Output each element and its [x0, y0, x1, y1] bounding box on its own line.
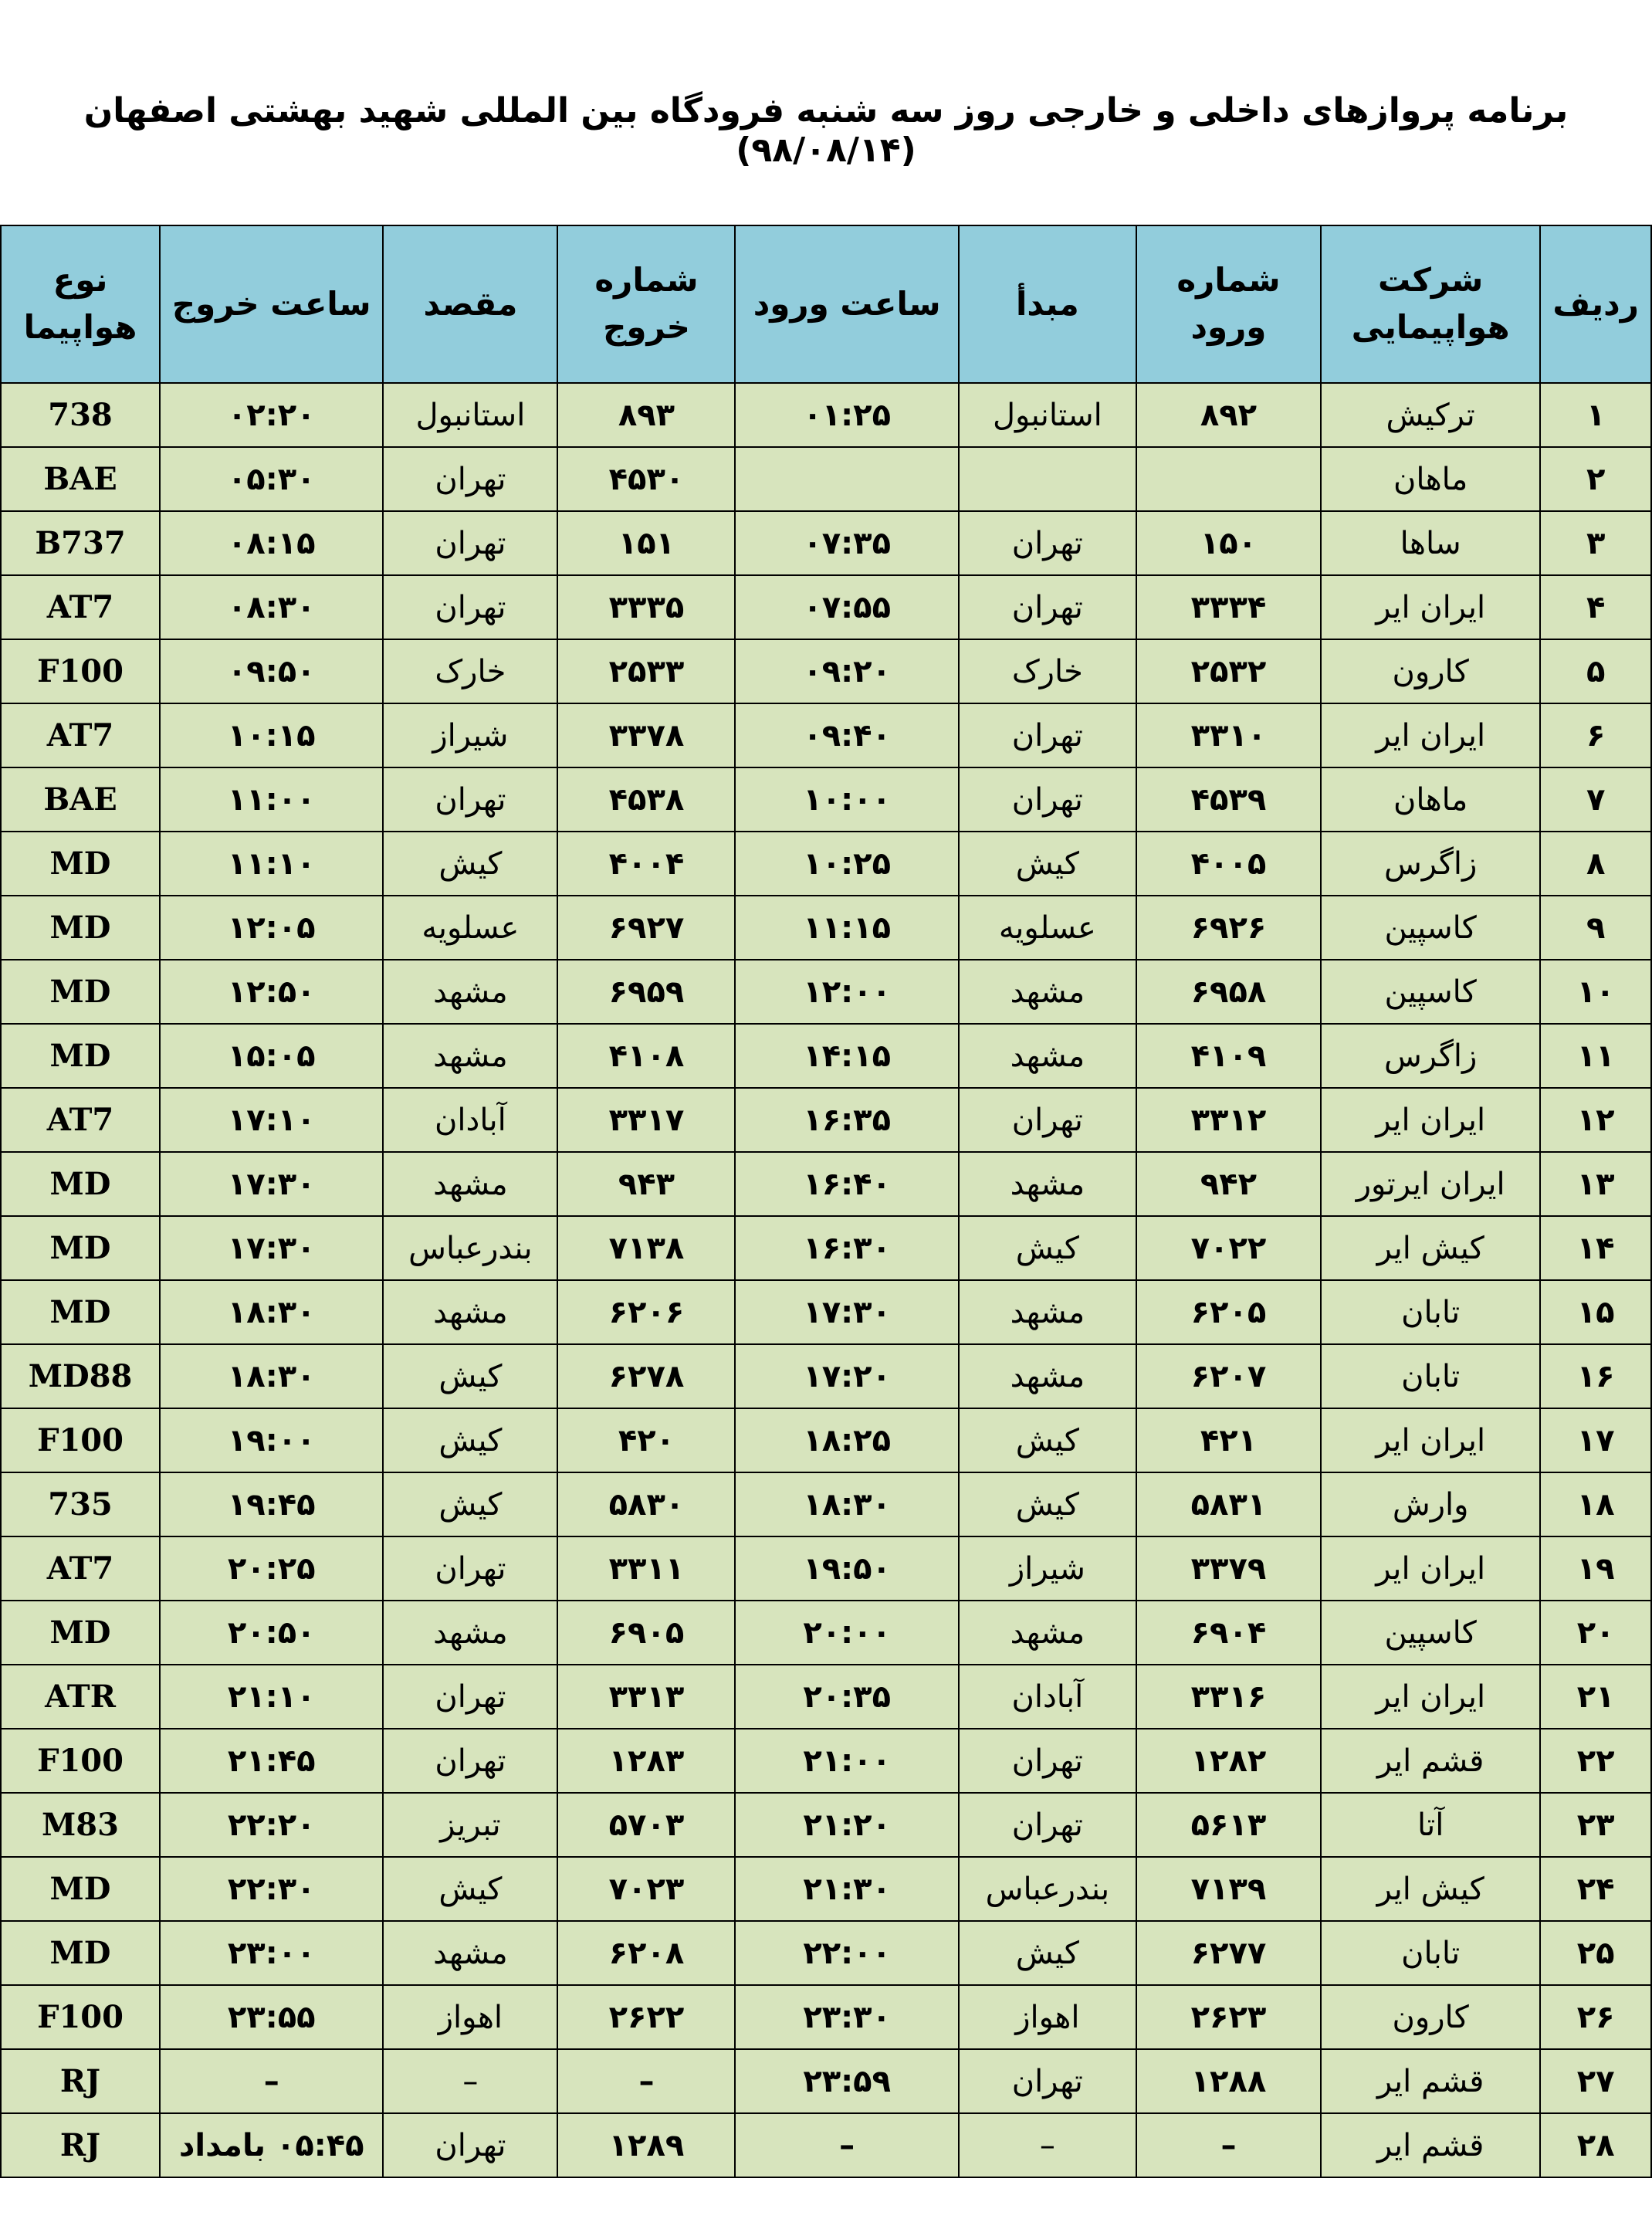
table-row [1, 1921, 1651, 1985]
cell-destination: مشهد [383, 1921, 557, 1985]
cell-arrival-flight-number: ۴۱۰۹ [1136, 1024, 1321, 1088]
cell-arrival-flight-number: ۴۲۱ [1136, 1408, 1321, 1472]
cell-origin: کیش [959, 1921, 1136, 1985]
cell-airline: زاگرس [1321, 832, 1540, 896]
cell-arrival-time: ۱۶:۴۰ [735, 1152, 958, 1216]
cell-origin: شیراز [959, 1536, 1136, 1601]
cell-departure-flight-number: ۳۳۳۵ [557, 575, 735, 639]
cell-aircraft-type: 735 [1, 1472, 160, 1536]
table-row [1, 896, 1651, 960]
cell-airline: ماهان [1321, 767, 1540, 832]
cell-arrival-flight-number: ۳۳۱۰ [1136, 703, 1321, 767]
cell-aircraft-type: F100 [1, 1729, 160, 1793]
cell-row-number: ۲ [1540, 447, 1651, 511]
cell-departure-flight-number: ۶۲۷۸ [557, 1344, 735, 1408]
cell-departure-flight-number: ۴۵۳۸ [557, 767, 735, 832]
cell-origin: تهران [959, 575, 1136, 639]
cell-origin: بندرعباس [959, 1857, 1136, 1921]
cell-destination: تبریز [383, 1793, 557, 1857]
column-header-origin: مبدأ [959, 225, 1136, 383]
cell-airline: ماهان [1321, 447, 1540, 511]
cell-row-number: ۲۸ [1540, 2113, 1651, 2177]
cell-departure-flight-number: ۷۱۳۸ [557, 1216, 735, 1280]
cell-destination: عسلویه [383, 896, 557, 960]
table-row [1, 1408, 1651, 1472]
cell-arrival-flight-number: ۱۲۸۸ [1136, 2049, 1321, 2113]
cell-destination: مشهد [383, 960, 557, 1024]
table-row [1, 1472, 1651, 1536]
cell-airline: کیش ایر [1321, 1216, 1540, 1280]
cell-origin: مشهد [959, 1280, 1136, 1344]
column-header-row-number: ردیف [1540, 225, 1651, 383]
cell-aircraft-type: F100 [1, 639, 160, 703]
cell-origin: تهران [959, 1088, 1136, 1152]
cell-airline: ایران ایر [1321, 1408, 1540, 1472]
cell-arrival-flight-number: ۹۴۲ [1136, 1152, 1321, 1216]
cell-destination: تهران [383, 1729, 557, 1793]
cell-origin: خارک [959, 639, 1136, 703]
cell-aircraft-type: AT7 [1, 1536, 160, 1601]
cell-arrival-flight-number: ۷۰۲۲ [1136, 1216, 1321, 1280]
cell-departure-time: ۱۷:۳۰ [160, 1152, 383, 1216]
table-row [1, 1601, 1651, 1665]
cell-departure-time: ۱۷:۳۰ [160, 1216, 383, 1280]
cell-airline: ایران ایر [1321, 1088, 1540, 1152]
cell-aircraft-type: B737 [1, 511, 160, 575]
table-row [1, 1344, 1651, 1408]
cell-airline: کارون [1321, 1985, 1540, 2049]
cell-departure-flight-number: ۱۲۸۳ [557, 1729, 735, 1793]
cell-departure-time: ۱۸:۳۰ [160, 1280, 383, 1344]
cell-departure-flight-number: ۲۵۳۳ [557, 639, 735, 703]
cell-departure-flight-number: ۲۶۲۲ [557, 1985, 735, 2049]
table-row [1, 1985, 1651, 2049]
cell-aircraft-type: M83 [1, 1793, 160, 1857]
table-row [1, 1088, 1651, 1152]
cell-arrival-time: ۰۹:۲۰ [735, 639, 958, 703]
cell-origin: کیش [959, 1216, 1136, 1280]
cell-airline: قشم ایر [1321, 2049, 1540, 2113]
cell-origin: تهران [959, 703, 1136, 767]
cell-departure-flight-number: ۴۲۰ [557, 1408, 735, 1472]
cell-arrival-flight-number: ۴۵۳۹ [1136, 767, 1321, 832]
cell-aircraft-type: MD [1, 896, 160, 960]
cell-row-number: ۱۶ [1540, 1344, 1651, 1408]
cell-arrival-time: ۱۱:۱۵ [735, 896, 958, 960]
cell-arrival-flight-number: ۷۱۳۹ [1136, 1857, 1321, 1921]
column-header-departure-time: ساعت خروج [160, 225, 383, 383]
cell-departure-time: ۲۰:۲۵ [160, 1536, 383, 1601]
cell-departure-flight-number: ۶۲۰۶ [557, 1280, 735, 1344]
cell-airline: تابان [1321, 1280, 1540, 1344]
cell-origin: آبادان [959, 1665, 1136, 1729]
cell-origin: تهران [959, 2049, 1136, 2113]
cell-arrival-flight-number: ۳۳۱۲ [1136, 1088, 1321, 1152]
cell-departure-time: ۲۱:۱۰ [160, 1665, 383, 1729]
cell-arrival-time: ۲۱:۳۰ [735, 1857, 958, 1921]
cell-row-number: ۲۵ [1540, 1921, 1651, 1985]
cell-departure-flight-number: ۴۰۰۴ [557, 832, 735, 896]
cell-origin: استانبول [959, 383, 1136, 447]
cell-airline: ایران ایر [1321, 1536, 1540, 1601]
table-row [1, 2113, 1651, 2177]
cell-origin: مشهد [959, 1344, 1136, 1408]
cell-destination: استانبول [383, 383, 557, 447]
cell-arrival-time: ۲۳:۵۹ [735, 2049, 958, 2113]
cell-arrival-time: ۰۷:۵۵ [735, 575, 958, 639]
table-row [1, 1729, 1651, 1793]
cell-arrival-flight-number: ۱۵۰ [1136, 511, 1321, 575]
cell-row-number: ۱۹ [1540, 1536, 1651, 1601]
cell-row-number: ۱۷ [1540, 1408, 1651, 1472]
cell-departure-flight-number: ۸۹۳ [557, 383, 735, 447]
cell-destination: مشهد [383, 1152, 557, 1216]
cell-destination: تهران [383, 575, 557, 639]
cell-row-number: ۱۰ [1540, 960, 1651, 1024]
cell-departure-flight-number: ۱۵۱ [557, 511, 735, 575]
table-row [1, 447, 1651, 511]
cell-arrival-time [735, 447, 958, 511]
cell-departure-flight-number: ۴۱۰۸ [557, 1024, 735, 1088]
table-row [1, 1665, 1651, 1729]
cell-row-number: ۱۳ [1540, 1152, 1651, 1216]
cell-row-number: ۲۰ [1540, 1601, 1651, 1665]
table-row [1, 575, 1651, 639]
cell-aircraft-type: AT7 [1, 1088, 160, 1152]
cell-destination: مشهد [383, 1024, 557, 1088]
cell-departure-time: ۲۲:۳۰ [160, 1857, 383, 1921]
cell-row-number: ۹ [1540, 896, 1651, 960]
cell-departure-time: ۱۹:۰۰ [160, 1408, 383, 1472]
cell-row-number: ۶ [1540, 703, 1651, 767]
cell-airline: ایران ایرتور [1321, 1152, 1540, 1216]
cell-arrival-time: ۰۹:۴۰ [735, 703, 958, 767]
cell-row-number: ۲۱ [1540, 1665, 1651, 1729]
cell-airline: زاگرس [1321, 1024, 1540, 1088]
cell-arrival-flight-number: ۳۳۱۶ [1136, 1665, 1321, 1729]
cell-departure-flight-number: ۷۰۲۳ [557, 1857, 735, 1921]
cell-departure-flight-number: ۱۲۸۹ [557, 2113, 735, 2177]
cell-departure-time: ۰۹:۵۰ [160, 639, 383, 703]
cell-origin: تهران [959, 1793, 1136, 1857]
cell-arrival-time: ۲۱:۰۰ [735, 1729, 958, 1793]
cell-arrival-time: ۱۴:۱۵ [735, 1024, 958, 1088]
cell-origin: تهران [959, 1729, 1136, 1793]
cell-departure-time: ۲۰:۵۰ [160, 1601, 383, 1665]
cell-arrival-time: ۰۷:۳۵ [735, 511, 958, 575]
table-row [1, 1793, 1651, 1857]
cell-aircraft-type: F100 [1, 1985, 160, 2049]
cell-airline: کاسپین [1321, 896, 1540, 960]
cell-arrival-time: ۱۶:۳۰ [735, 1216, 958, 1280]
cell-destination: آبادان [383, 1088, 557, 1152]
cell-origin: مشهد [959, 1024, 1136, 1088]
table-row [1, 1280, 1651, 1344]
cell-departure-time: ۲۳:۰۰ [160, 1921, 383, 1985]
cell-arrival-time: ۱۹:۵۰ [735, 1536, 958, 1601]
cell-arrival-flight-number: ۲۵۳۲ [1136, 639, 1321, 703]
cell-airline: ساها [1321, 511, 1540, 575]
cell-arrival-time: ۱۰:۲۵ [735, 832, 958, 896]
cell-arrival-flight-number: ۱۲۸۲ [1136, 1729, 1321, 1793]
cell-departure-flight-number: ۴۵۳۰ [557, 447, 735, 511]
cell-departure-flight-number: ۳۳۱۷ [557, 1088, 735, 1152]
cell-aircraft-type: RJ [1, 2113, 160, 2177]
cell-row-number: ۱۱ [1540, 1024, 1651, 1088]
cell-aircraft-type: 738 [1, 383, 160, 447]
cell-aircraft-type: MD [1, 1601, 160, 1665]
cell-departure-flight-number: – [557, 2049, 735, 2113]
table-row [1, 2049, 1651, 2113]
cell-destination: تهران [383, 1536, 557, 1601]
cell-origin: عسلویه [959, 896, 1136, 960]
cell-aircraft-type: MD [1, 960, 160, 1024]
cell-arrival-time: ۱۷:۲۰ [735, 1344, 958, 1408]
cell-airline: کاسپین [1321, 960, 1540, 1024]
cell-row-number: ۷ [1540, 767, 1651, 832]
cell-departure-flight-number: ۶۲۰۸ [557, 1921, 735, 1985]
cell-arrival-flight-number: ۵۸۳۱ [1136, 1472, 1321, 1536]
cell-arrival-flight-number: ۶۹۲۶ [1136, 896, 1321, 960]
table-row [1, 1024, 1651, 1088]
cell-departure-time: ۰۲:۲۰ [160, 383, 383, 447]
cell-arrival-time: ۲۳:۳۰ [735, 1985, 958, 2049]
cell-row-number: ۱۵ [1540, 1280, 1651, 1344]
cell-origin: مشهد [959, 1601, 1136, 1665]
cell-airline: ایران ایر [1321, 1665, 1540, 1729]
cell-row-number: ۲۳ [1540, 1793, 1651, 1857]
table-row [1, 703, 1651, 767]
cell-airline: ایران ایر [1321, 703, 1540, 767]
cell-airline: کارون [1321, 639, 1540, 703]
column-header-departure-flight-number: شماره خروج [557, 225, 735, 383]
column-header-arrival-flight-number: شماره ورود [1136, 225, 1321, 383]
cell-airline: تابان [1321, 1921, 1540, 1985]
cell-arrival-flight-number: ۶۲۷۷ [1136, 1921, 1321, 1985]
cell-arrival-flight-number: ۶۲۰۷ [1136, 1344, 1321, 1408]
cell-departure-flight-number: ۳۳۷۸ [557, 703, 735, 767]
cell-row-number: ۱۲ [1540, 1088, 1651, 1152]
cell-origin: تهران [959, 767, 1136, 832]
cell-departure-time: ۱۲:۵۰ [160, 960, 383, 1024]
cell-departure-flight-number: ۳۳۱۳ [557, 1665, 735, 1729]
cell-arrival-flight-number: ۶۹۰۴ [1136, 1601, 1321, 1665]
cell-arrival-flight-number [1136, 447, 1321, 511]
cell-departure-time: ۱۵:۰۵ [160, 1024, 383, 1088]
cell-destination: شیراز [383, 703, 557, 767]
cell-origin [959, 447, 1136, 511]
cell-arrival-flight-number: – [1136, 2113, 1321, 2177]
cell-arrival-time: ۱۲:۰۰ [735, 960, 958, 1024]
cell-origin: کیش [959, 1472, 1136, 1536]
cell-destination: بندرعباس [383, 1216, 557, 1280]
cell-arrival-flight-number: ۳۳۳۴ [1136, 575, 1321, 639]
cell-origin: مشهد [959, 960, 1136, 1024]
cell-aircraft-type: MD88 [1, 1344, 160, 1408]
table-row [1, 1216, 1651, 1280]
cell-destination: کیش [383, 832, 557, 896]
cell-departure-flight-number: ۵۸۳۰ [557, 1472, 735, 1536]
cell-aircraft-type: MD [1, 1216, 160, 1280]
cell-row-number: ۱۸ [1540, 1472, 1651, 1536]
column-header-arrival-time: ساعت ورود [735, 225, 958, 383]
cell-origin: – [959, 2113, 1136, 2177]
table-row [1, 639, 1651, 703]
cell-destination: کیش [383, 1857, 557, 1921]
cell-row-number: ۱ [1540, 383, 1651, 447]
cell-destination: خارک [383, 639, 557, 703]
cell-arrival-time: ۲۱:۲۰ [735, 1793, 958, 1857]
cell-aircraft-type: MD [1, 1024, 160, 1088]
cell-arrival-time: ۲۰:۳۵ [735, 1665, 958, 1729]
cell-arrival-time: ۱۷:۳۰ [735, 1280, 958, 1344]
cell-arrival-time: – [735, 2113, 958, 2177]
cell-arrival-time: ۰۱:۲۵ [735, 383, 958, 447]
table-row [1, 383, 1651, 447]
cell-destination: تهران [383, 2113, 557, 2177]
cell-departure-time: ۱۱:۰۰ [160, 767, 383, 832]
cell-aircraft-type: RJ [1, 2049, 160, 2113]
cell-origin: کیش [959, 1408, 1136, 1472]
cell-arrival-flight-number: ۳۳۷۹ [1136, 1536, 1321, 1601]
cell-destination: – [383, 2049, 557, 2113]
cell-airline: وارش [1321, 1472, 1540, 1536]
flight-schedule-table [0, 225, 1652, 2178]
cell-origin: تهران [959, 511, 1136, 575]
cell-aircraft-type: MD [1, 1857, 160, 1921]
cell-destination: مشهد [383, 1601, 557, 1665]
cell-row-number: ۳ [1540, 511, 1651, 575]
cell-aircraft-type: ATR [1, 1665, 160, 1729]
cell-row-number: ۵ [1540, 639, 1651, 703]
cell-row-number: ۲۶ [1540, 1985, 1651, 2049]
table-row [1, 960, 1651, 1024]
table-row [1, 1857, 1651, 1921]
cell-airline: کیش ایر [1321, 1857, 1540, 1921]
cell-row-number: ۱۴ [1540, 1216, 1651, 1280]
page-title: برنامه پروازهای داخلی و خارجی روز سه شنبه فرودگاه بین المللی شهید بهشتی اصفهان (۹۸/۰۸/۱۴) [83, 91, 1569, 170]
table-row [1, 1152, 1651, 1216]
cell-aircraft-type: MD [1, 1152, 160, 1216]
cell-arrival-flight-number: ۴۰۰۵ [1136, 832, 1321, 896]
cell-row-number: ۲۷ [1540, 2049, 1651, 2113]
cell-airline: کاسپین [1321, 1601, 1540, 1665]
cell-arrival-time: ۲۲:۰۰ [735, 1921, 958, 1985]
cell-arrival-time: ۱۸:۲۵ [735, 1408, 958, 1472]
cell-destination: مشهد [383, 1280, 557, 1344]
cell-departure-time: ۰۵:۳۰ [160, 447, 383, 511]
cell-destination: کیش [383, 1408, 557, 1472]
cell-destination: تهران [383, 511, 557, 575]
cell-departure-flight-number: ۵۷۰۳ [557, 1793, 735, 1857]
cell-departure-time: ۱۹:۴۵ [160, 1472, 383, 1536]
cell-arrival-flight-number: ۵۶۱۳ [1136, 1793, 1321, 1857]
cell-origin: اهواز [959, 1985, 1136, 2049]
column-header-destination: مقصد [383, 225, 557, 383]
cell-arrival-time: ۱۰:۰۰ [735, 767, 958, 832]
table-header-row [1, 225, 1651, 383]
cell-departure-time: ۲۱:۴۵ [160, 1729, 383, 1793]
cell-departure-time: ۰۸:۳۰ [160, 575, 383, 639]
cell-arrival-flight-number: ۲۶۲۳ [1136, 1985, 1321, 2049]
cell-airline: قشم ایر [1321, 1729, 1540, 1793]
cell-aircraft-type: F100 [1, 1408, 160, 1472]
cell-row-number: ۲۲ [1540, 1729, 1651, 1793]
cell-airline: ترکیش [1321, 383, 1540, 447]
cell-departure-time: ۰۸:۱۵ [160, 511, 383, 575]
cell-origin: کیش [959, 832, 1136, 896]
cell-aircraft-type: MD [1, 1921, 160, 1985]
cell-arrival-flight-number: ۶۲۰۵ [1136, 1280, 1321, 1344]
cell-departure-flight-number: ۶۹۵۹ [557, 960, 735, 1024]
cell-aircraft-type: AT7 [1, 703, 160, 767]
cell-departure-time: ۲۲:۲۰ [160, 1793, 383, 1857]
cell-destination: کیش [383, 1344, 557, 1408]
cell-aircraft-type: BAE [1, 767, 160, 832]
cell-destination: کیش [383, 1472, 557, 1536]
cell-row-number: ۲۴ [1540, 1857, 1651, 1921]
cell-destination: تهران [383, 447, 557, 511]
table-row [1, 767, 1651, 832]
table-row [1, 1536, 1651, 1601]
cell-airline: تابان [1321, 1344, 1540, 1408]
table-row [1, 832, 1651, 896]
column-header-aircraft-type: نوع هواپیما [1, 225, 160, 383]
cell-destination: اهواز [383, 1985, 557, 2049]
cell-destination: تهران [383, 1665, 557, 1729]
cell-departure-time: ۱۰:۱۵ [160, 703, 383, 767]
cell-origin: مشهد [959, 1152, 1136, 1216]
cell-departure-time: ۰۵:۴۵ بامداد [160, 2113, 383, 2177]
cell-departure-flight-number: ۶۹۰۵ [557, 1601, 735, 1665]
cell-departure-flight-number: ۹۴۳ [557, 1152, 735, 1216]
cell-airline: آتا [1321, 1793, 1540, 1857]
cell-departure-time: ۱۸:۳۰ [160, 1344, 383, 1408]
cell-aircraft-type: MD [1, 832, 160, 896]
cell-departure-time: ۱۱:۱۰ [160, 832, 383, 896]
cell-aircraft-type: BAE [1, 447, 160, 511]
column-header-airline: شرکت هواپیمایی [1321, 225, 1540, 383]
cell-departure-flight-number: ۶۹۲۷ [557, 896, 735, 960]
cell-departure-time: ۱۷:۱۰ [160, 1088, 383, 1152]
cell-departure-time: ۱۲:۰۵ [160, 896, 383, 960]
cell-arrival-time: ۲۰:۰۰ [735, 1601, 958, 1665]
cell-arrival-time: ۱۶:۳۵ [735, 1088, 958, 1152]
cell-aircraft-type: MD [1, 1280, 160, 1344]
cell-departure-flight-number: ۳۳۱۱ [557, 1536, 735, 1601]
cell-aircraft-type: AT7 [1, 575, 160, 639]
cell-row-number: ۴ [1540, 575, 1651, 639]
cell-arrival-time: ۱۸:۳۰ [735, 1472, 958, 1536]
table-row [1, 511, 1651, 575]
cell-departure-time: – [160, 2049, 383, 2113]
cell-destination: تهران [383, 767, 557, 832]
cell-row-number: ۸ [1540, 832, 1651, 896]
cell-departure-time: ۲۳:۵۵ [160, 1985, 383, 2049]
cell-arrival-flight-number: ۶۹۵۸ [1136, 960, 1321, 1024]
cell-airline: قشم ایر [1321, 2113, 1540, 2177]
cell-arrival-flight-number: ۸۹۲ [1136, 383, 1321, 447]
cell-airline: ایران ایر [1321, 575, 1540, 639]
